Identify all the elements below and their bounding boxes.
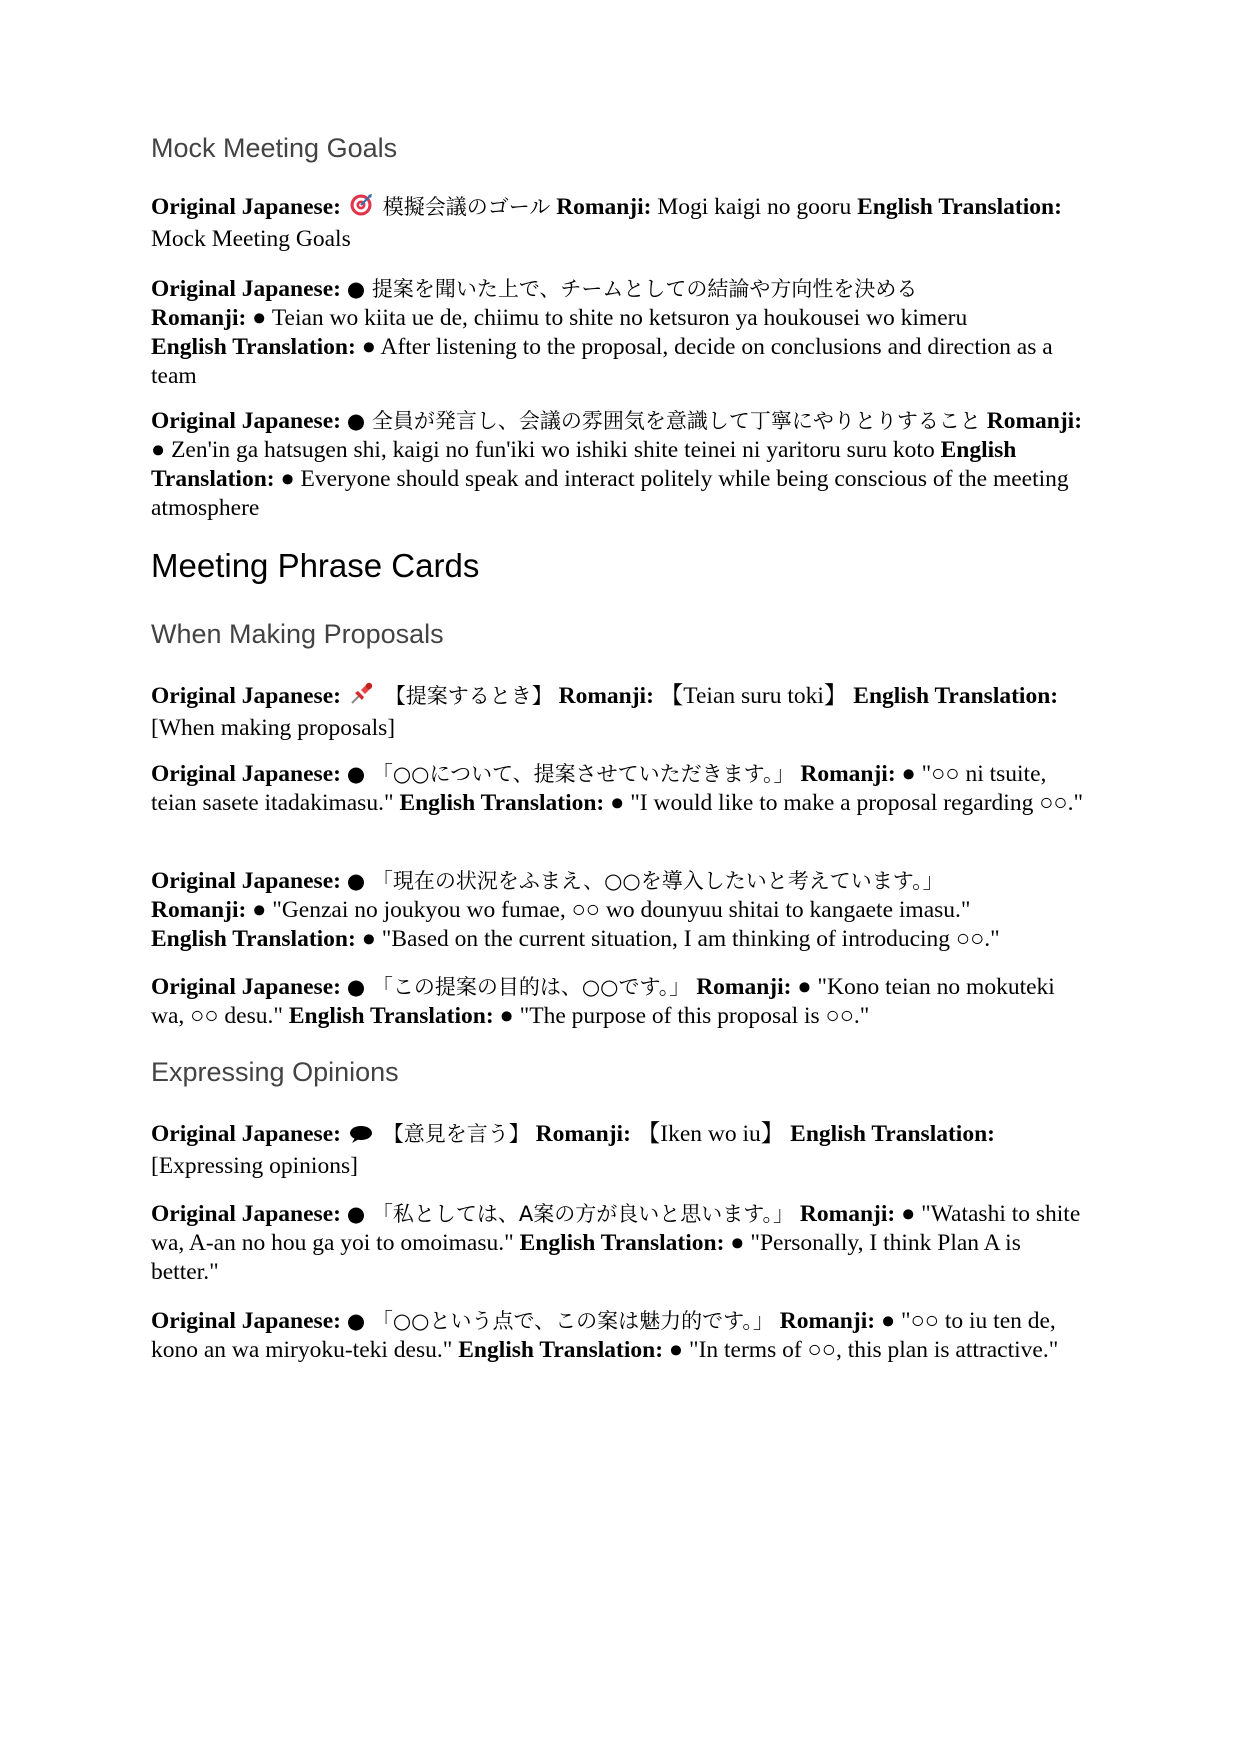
english-text: ● "The purpose of this proposal is ○○." [499,1003,870,1029]
original-label: Original Japanese: [151,683,341,709]
romanji-text: ● Zen'in ga hatsugen shi, kaigi no fun'iki wo ishiki shite teinei ni yaritoru suru koto [151,437,935,463]
romanji-text: ● "Genzai no joukyou wo fumae, ○○ wo dounyuu shitai to kangaete imasu." [252,897,971,923]
romanji-label: Romanji: [151,305,247,331]
japanese-text: 【意見を言う】 [382,1122,530,1146]
original-label: Original Japanese: [151,276,341,302]
romanji-text: ● "Kono teian no mokuteki wa, ○○ desu." [151,974,1055,1029]
goals-item-paragraph [151,275,1091,391]
english-label: English Translation: [790,1121,995,1147]
section-heading-phrase-cards: Meeting Phrase Cards [151,547,480,584]
proposals-item-paragraph [151,760,1091,818]
opinions-item-paragraph [151,1307,1091,1365]
english-label: English Translation: [151,334,356,360]
proposals-item-paragraph [151,973,1091,1031]
english-label: English Translation: [458,1337,664,1363]
english-text: [Expressing opinions] [151,1153,358,1179]
english-label: English Translation: [151,437,1017,492]
english-text: ● "I would like to make a proposal regarding ○○." [610,790,1084,816]
romanji-text: Mogi kaigi no gooru [657,194,852,220]
japanese-text: ● 「現在の状況をふまえ、○○を導入したいと考えています。」 [346,869,944,893]
original-label: Original Japanese: [151,974,341,1000]
proposals-intro-paragraph [151,680,1091,743]
english-text: [When making proposals] [151,715,396,741]
romanji-text: ● "Watashi to shite wa, A-an no hou ga yoi to omoimasu." [151,1201,1081,1256]
romanji-text: 【Teian suru toki】 [659,683,848,709]
japanese-text: ● 全員が発言し、会議の雰囲気を意識して丁寧にやりとりすること [346,409,981,433]
english-text: ● Everyone should speak and interact politely while being conscious of the meeting atmosphere [151,466,1069,521]
romanji-label: Romanji: [556,194,652,220]
romanji-label: Romanji: [799,1201,896,1227]
japanese-text: ● 提案を聞いた上で、チームとしての結論や方向性を決める [346,277,918,301]
goals-intro-paragraph [151,193,1091,254]
japanese-text: 【提案するとき】 [384,684,553,708]
english-label: English Translation: [288,1003,494,1029]
romanji-text: ● "○○ to iu ten de, kono an wa miryoku-teki desu." [151,1308,1056,1363]
romanji-label: Romanji: [779,1308,876,1334]
original-label: Original Japanese: [151,194,341,220]
english-text: ● After listening to the proposal, decide on conclusions and direction as a team [151,334,1053,389]
romanji-label: Romanji: [558,683,654,709]
english-label: English Translation: [399,790,605,816]
romanji-text: ● Teian wo kiita ue de, chiimu to shite no ketsuron ya houkousei wo kimeru [252,305,968,331]
romanji-label: Romanji: [535,1121,631,1147]
proposals-item-paragraph [151,867,1091,954]
section-heading-proposals: When Making Proposals [151,619,444,649]
english-text: ● "Based on the current situation, I am thinking of introducing ○○." [361,926,1000,952]
pushpin-icon [349,680,375,714]
original-label: Original Japanese: [151,1201,341,1227]
section-heading-opinions: Expressing Opinions [151,1057,399,1087]
japanese-text: 模擬会議のゴール [382,195,551,219]
opinions-item-paragraph [151,1200,1091,1287]
english-text: ● "Personally, I think Plan A is better." [151,1230,1021,1285]
target-icon [349,193,373,225]
english-label: English Translation: [853,683,1059,709]
romanji-label: Romanji: [800,761,896,787]
romanji-label: Romanji: [151,897,247,923]
romanji-text: 【Iken wo iu】 [636,1121,785,1147]
english-label: English Translation: [857,194,1062,220]
english-label: English Translation: [519,1230,725,1256]
romanji-label: Romanji: [986,408,1083,434]
opinions-intro-paragraph [151,1120,1091,1181]
japanese-text: ● 「○○について、提案させていただきます。」 [346,762,795,786]
english-label: English Translation: [151,926,356,952]
original-label: Original Japanese: [151,1308,341,1334]
section-heading-goals: Mock Meeting Goals [151,133,398,163]
romanji-text: ● "○○ ni tsuite, teian sasete itadakimasu." [151,761,1047,816]
japanese-text: ● 「この提案の目的は、○○です。」 [346,975,691,999]
original-label: Original Japanese: [151,1121,341,1147]
japanese-text: ● 「○○という点で、この案は魅力的です。」 [346,1309,774,1333]
original-label: Original Japanese: [151,761,341,787]
goals-item-paragraph [151,407,1091,523]
original-label: Original Japanese: [151,408,341,434]
romanji-label: Romanji: [696,974,792,1000]
english-text: Mock Meeting Goals [151,226,351,252]
english-text: ● "In terms of ○○, this plan is attractive." [668,1337,1059,1363]
japanese-text: ● 「私としては、A案の方が良いと思います。」 [346,1202,795,1226]
speech-bubble-icon [349,1123,373,1152]
original-label: Original Japanese: [151,868,341,894]
